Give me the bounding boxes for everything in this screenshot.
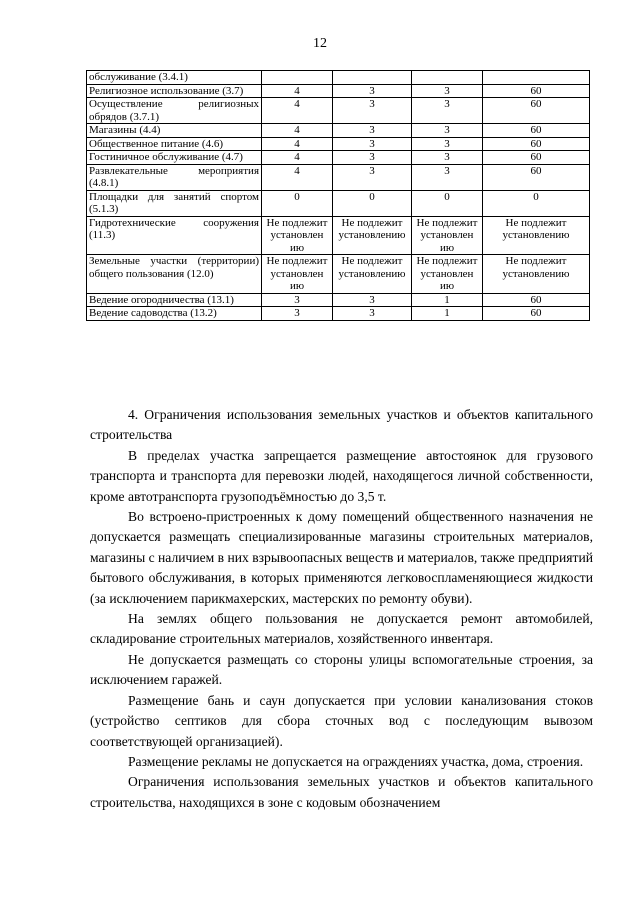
value-cell: Не подлежит установлению — [333, 255, 412, 294]
use-type-cell: Ведение садоводства (13.2) — [87, 307, 262, 321]
value-cell: 60 — [483, 98, 590, 124]
value-cell: 4 — [262, 137, 333, 151]
value-cell: Не подлежит установлению — [483, 255, 590, 294]
paragraph: Во встроено-пристроенных к дому помещений общественного назначения не допускается размещать специализированные магазины строительных материалов, магазины с наличием в них взрывоопасных веществ и материалов, также предприятий бытового обслуживания, в которых применяются легковоспламеняющиеся жидкости (за исключением парикмахерских, мастерских по ремонту обуви). — [90, 509, 593, 606]
value-cell: 0 — [412, 190, 483, 216]
use-type-cell: Осуществление религиозных обрядов (3.7.1) — [87, 98, 262, 124]
value-cell: 4 — [262, 84, 333, 98]
value-cell: 60 — [483, 151, 590, 165]
value-cell: 4 — [262, 151, 333, 165]
value-cell: 60 — [483, 84, 590, 98]
paragraph: В пределах участка запрещается размещение автостоянок для грузового транспорта и транспорта для перевозки людей, находящегося личной собственности, кроме автотранспорта грузоподъёмностью до 3,5 т. — [90, 447, 593, 504]
value-cell: 60 — [483, 137, 590, 151]
value-cell: 4 — [262, 164, 333, 190]
value-cell: 4 — [262, 124, 333, 138]
table-row — [87, 307, 590, 321]
value-cell — [333, 71, 412, 85]
value-cell — [262, 71, 333, 85]
value-cell: 60 — [483, 293, 590, 307]
value-cell: Не подлежит установлен ию — [412, 216, 483, 255]
value-cell: 3 — [412, 84, 483, 98]
paragraph: Размещение рекламы не допускается на ограждениях участка, дома, строения. — [128, 753, 584, 769]
use-type-cell: Магазины (4.4) — [87, 124, 262, 138]
page-number: 12 — [313, 36, 327, 51]
use-type-cell: Религиозное использование (3.7) — [87, 84, 262, 98]
table-row — [87, 190, 590, 216]
table-row — [87, 124, 590, 138]
value-cell: Не подлежит установлен ию — [412, 255, 483, 294]
table-row — [87, 164, 590, 190]
value-cell: Не подлежит установлению — [483, 216, 590, 255]
table-row — [87, 216, 590, 255]
paragraph: Размещение бань и саун допускается при условии канализования стоков (устройство септиков для сбора сточных вод с последующим вывозом соответствующей организацией). — [90, 692, 593, 749]
table-row — [87, 293, 590, 307]
use-type-cell: Ведение огородничества (13.1) — [87, 293, 262, 307]
table-row — [87, 255, 590, 294]
value-cell: 3 — [412, 137, 483, 151]
use-type-cell: Развлекательные мероприятия (4.8.1) — [87, 164, 262, 190]
value-cell: 3 — [333, 307, 412, 321]
value-cell: 3 — [412, 164, 483, 190]
value-cell: 0 — [262, 190, 333, 216]
value-cell: 3 — [333, 151, 412, 165]
value-cell: 3 — [412, 151, 483, 165]
value-cell: 3 — [262, 293, 333, 307]
value-cell: Не подлежит установлен ию — [262, 255, 333, 294]
use-type-cell: Площадки для занятий спортом (5.1.3) — [87, 190, 262, 216]
value-cell: 3 — [333, 164, 412, 190]
use-type-cell: Земельные участки (территории) общего пользования (12.0) — [87, 255, 262, 294]
table-row — [87, 84, 590, 98]
value-cell: 0 — [333, 190, 412, 216]
land-use-parameters-table — [86, 70, 590, 321]
table-body — [87, 71, 590, 321]
value-cell: 3 — [333, 98, 412, 124]
use-type-cell: Гидротехнические сооружения (11.3) — [87, 216, 262, 255]
value-cell: 1 — [412, 307, 483, 321]
value-cell: 60 — [483, 307, 590, 321]
value-cell: 3 — [333, 293, 412, 307]
value-cell: 3 — [333, 84, 412, 98]
paragraph: На землях общего пользования не допускается ремонт автомобилей, складирование строительных материалов, хозяйственного инвентаря. — [90, 611, 593, 647]
table-row — [87, 137, 590, 151]
section-heading: 4. Ограничения использования земельных участков и объектов капитального строительства — [90, 407, 593, 443]
value-cell: Не подлежит установлен ию — [262, 216, 333, 255]
use-type-cell: Общественное питание (4.6) — [87, 137, 262, 151]
value-cell: 3 — [333, 137, 412, 151]
value-cell: 3 — [262, 307, 333, 321]
value-cell: 0 — [483, 190, 590, 216]
value-cell: 60 — [483, 124, 590, 138]
table-row — [87, 98, 590, 124]
value-cell — [412, 71, 483, 85]
value-cell: 1 — [412, 293, 483, 307]
value-cell: 3 — [412, 124, 483, 138]
paragraph: Ограничения использования земельных участков и объектов капитального строительства, находящихся в зоне с кодовым обозначением — [90, 774, 593, 810]
table-row — [87, 151, 590, 165]
use-type-cell: обслуживание (3.4.1) — [87, 71, 262, 85]
value-cell: 3 — [412, 98, 483, 124]
value-cell: 60 — [483, 164, 590, 190]
use-type-cell: Гостиничное обслуживание (4.7) — [87, 151, 262, 165]
value-cell: 3 — [333, 124, 412, 138]
value-cell: 4 — [262, 98, 333, 124]
value-cell: Не подлежит установлению — [333, 216, 412, 255]
paragraph: Не допускается размещать со стороны улицы вспомогательные строения, за исключением гаражей. — [90, 651, 593, 688]
table-row — [87, 71, 590, 85]
value-cell — [483, 71, 590, 85]
document-body-text — [90, 405, 593, 813]
